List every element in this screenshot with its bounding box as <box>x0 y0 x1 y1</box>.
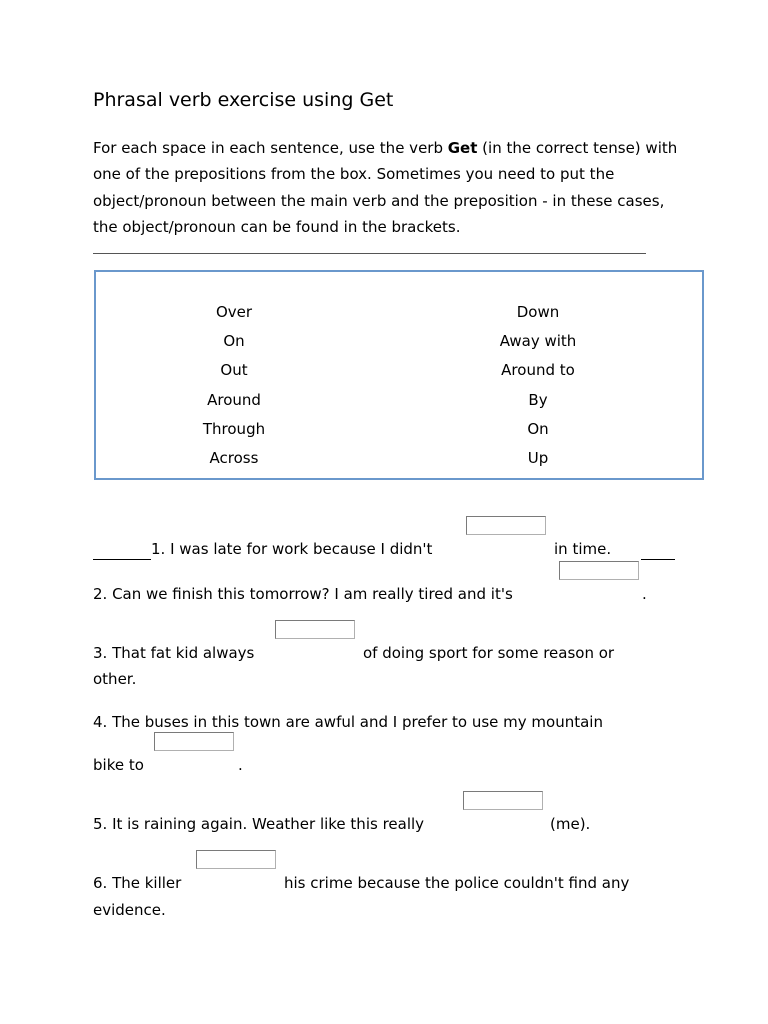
prepositions-column-left <box>134 298 334 473</box>
sentence-3-line2: other. <box>93 670 137 688</box>
sentence-1-line-left <box>93 559 151 560</box>
preposition-item: By <box>528 390 548 409</box>
sentence-1-after: in time. <box>554 540 612 558</box>
preposition-item: Through <box>202 419 266 438</box>
sentence-4-after: . <box>238 756 243 774</box>
preposition-item: Around <box>207 390 261 409</box>
prepositions-column-right <box>438 298 638 473</box>
answer-input-2[interactable] <box>559 561 639 580</box>
sentence-6-after: his crime because the police couldn't find any <box>284 874 630 892</box>
answer-input-1[interactable] <box>466 516 546 535</box>
preposition-item: Over <box>215 303 253 321</box>
sentence-1-line-right <box>641 559 675 560</box>
instructions-verb: Get <box>447 139 478 157</box>
preposition-item: Out <box>220 361 248 380</box>
sentence-6-before: 6. The killer <box>93 874 182 892</box>
preposition-item: Down <box>516 303 560 321</box>
sentence-2-before: 2. Can we finish this tomorrow? I am really tired and it's <box>93 585 513 603</box>
answer-input-4[interactable] <box>154 732 234 751</box>
sentence-5-after: (me). <box>550 815 591 833</box>
divider <box>93 253 646 254</box>
preposition-item: On <box>527 419 549 438</box>
sentence-1-before: 1. I was late for work because I didn't <box>151 540 433 558</box>
sentence-4-line1: 4. The buses in this town are awful and I prefer to use my mountain <box>93 713 603 731</box>
preposition-item: Around to <box>501 361 575 380</box>
sentence-2-after: . <box>642 585 647 603</box>
preposition-item: Up <box>527 449 549 468</box>
prepositions-box <box>94 270 704 480</box>
preposition-item: Away with <box>499 332 577 351</box>
instructions-part2: (in the correct tense) with one of the prepositions from the box. Sometimes you need to put the object/pronoun between the main verb and the preposition - in these cases, the object/pronoun can be found in the brackets. <box>93 139 678 236</box>
sentence-3-before: 3. That fat kid always <box>93 644 255 662</box>
preposition-item: Across <box>209 449 259 468</box>
page-title: Phrasal verb exercise using Get <box>93 89 394 111</box>
preposition-item: On <box>223 332 245 351</box>
sentence-3-after: of doing sport for some reason or <box>363 644 615 662</box>
instructions-part1: For each space in each sentence, use the verb <box>93 139 448 157</box>
answer-input-5[interactable] <box>463 791 543 810</box>
answer-input-6[interactable] <box>196 850 276 869</box>
instructions <box>93 135 683 240</box>
answer-input-3[interactable] <box>275 620 355 639</box>
sentence-5-before: 5. It is raining again. Weather like this really <box>93 815 425 833</box>
sentence-6-line2: evidence. <box>93 901 166 919</box>
sentence-4-before: bike to <box>93 756 144 774</box>
